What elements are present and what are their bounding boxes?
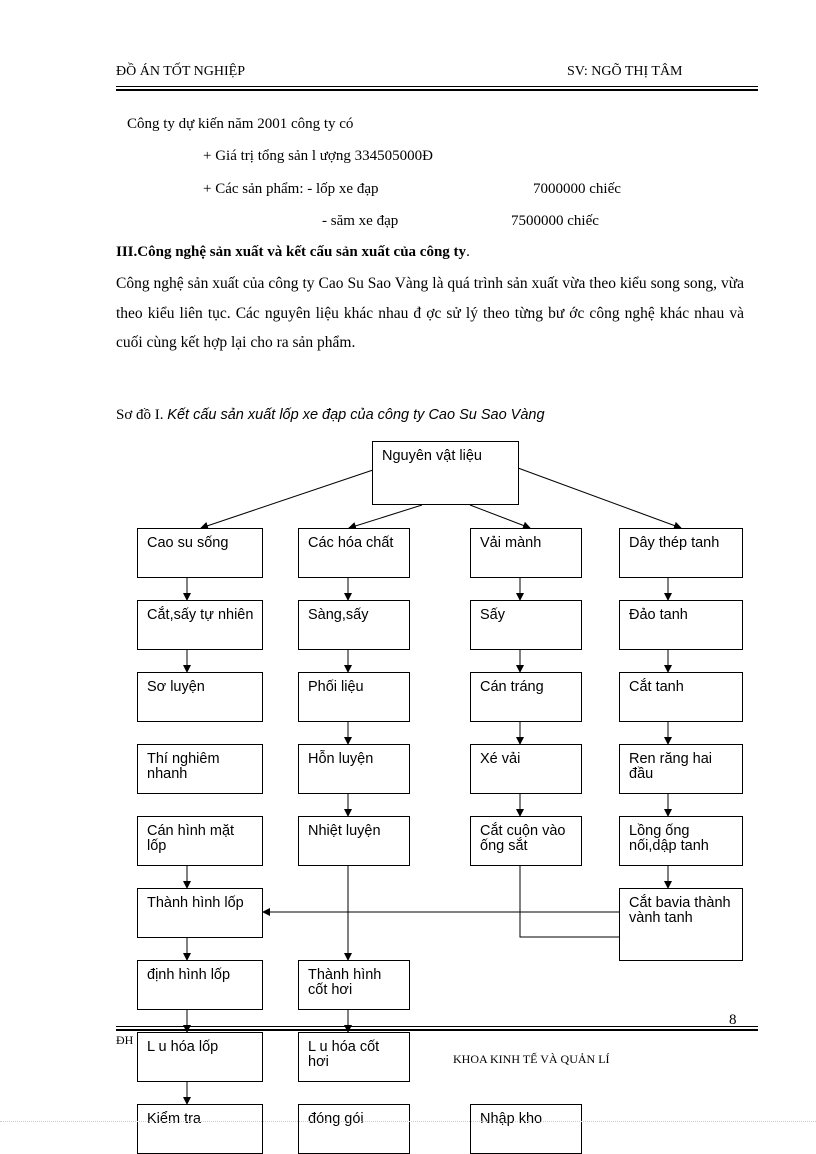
diagram-root-box: Nguyên vật liệu [372,441,519,505]
col4-step-2: Đảo tanh [619,600,743,650]
col4-step-1: Dây thép tanh [619,528,743,578]
section-paragraph: Công nghệ sản xuất của công ty Cao Su Sao Vàng là quá trình sản xuất vừa theo kiểu song song, vừa theo kiểu liên tục. Các nguyên liệu khác nhau đ ợc sử lý theo từng bư ớc công nghệ khác nhau và cuối cùng kết hợp lại cho ra sản phẩm. [116,275,744,351]
intro-line-4-value: 7500000 chiếc [511,213,599,229]
col3-step-4: Xé vải [470,744,582,794]
footer-rule-top [116,1026,758,1027]
col4-step-4: Ren răng hai đầu [619,744,743,794]
col1-step-8: L u hóa lốp [137,1032,263,1082]
col3-step-3: Cán tráng [470,672,582,722]
col2-step-1: Các hóa chất [298,528,410,578]
col3-step-5: Cắt cuộn vào ống sắt [470,816,582,866]
col2-step-3: Phối liệu [298,672,410,722]
intro-line-1: Công ty dự kiến năm 2001 công ty có [127,116,354,132]
col1-step-2: Cắt,sấy tự nhiên [137,600,263,650]
header-left: ĐỒ ÁN TỐT NGHIỆP [116,64,245,79]
col1-step-6: Thành hình lốp [137,888,263,938]
section-number: III. [116,244,138,260]
col1-step-9: Kiểm tra [137,1104,263,1154]
col3-step-2: Sấy [470,600,582,650]
footer-left-fragment: ĐH [116,1033,134,1047]
header-right: SV: NGÕ THỊ TÂM [567,64,683,79]
col3-step-6: Nhập kho [470,1104,582,1154]
page-number: 8 [729,1012,737,1028]
intro-line-2: + Giá trị tổng sản l ượng 334505000Đ [203,148,433,164]
col1-step-7: định hình lốp [137,960,263,1010]
intro-line-3-value: 7000000 chiếc [533,181,621,197]
col4-step-3: Cắt tanh [619,672,743,722]
col2-step-4: Hỗn luyện [298,744,410,794]
intro-line-4-label: - săm xe đạp [322,213,399,229]
col1-step-4: Thí nghiêm nhanh [137,744,263,794]
page-bottom-edge [0,1121,816,1122]
col1-step-1: Cao su sống [137,528,263,578]
section-dot: . [466,244,470,260]
footer-rule-bottom [116,1029,758,1031]
col1-step-3: Sơ luyện [137,672,263,722]
col4-step-5: Lồng ống nối,dập tanh [619,816,743,866]
col2-step-2: Sàng,sấy [298,600,410,650]
caption-label: Sơ đồ I. [116,407,164,423]
col2-step-7: L u hóa cốt hơi [298,1032,410,1082]
col2-step-5: Nhiệt luyện [298,816,410,866]
col3-step-1: Vải mành [470,528,582,578]
col1-step-5: Cán hình mặt lốp [137,816,263,866]
footer-faculty: KHOA KINH TẾ VÀ QUẢN LÍ [453,1052,610,1066]
col2-step-8: đóng gói [298,1104,410,1154]
col4-step-6: Cắt bavia thành vành tanh [619,888,743,961]
intro-line-3-label: + Các sản phẩm: - lốp xe đạp [203,181,379,197]
section-title: Công nghệ sản xuất và kết cấu sản xuất của công ty [137,244,467,260]
col2-step-6: Thành hình cốt hơi [298,960,410,1010]
caption-title: Kết cấu sản xuất lốp xe đạp của công ty Cao Su Sao Vàng [167,407,545,423]
